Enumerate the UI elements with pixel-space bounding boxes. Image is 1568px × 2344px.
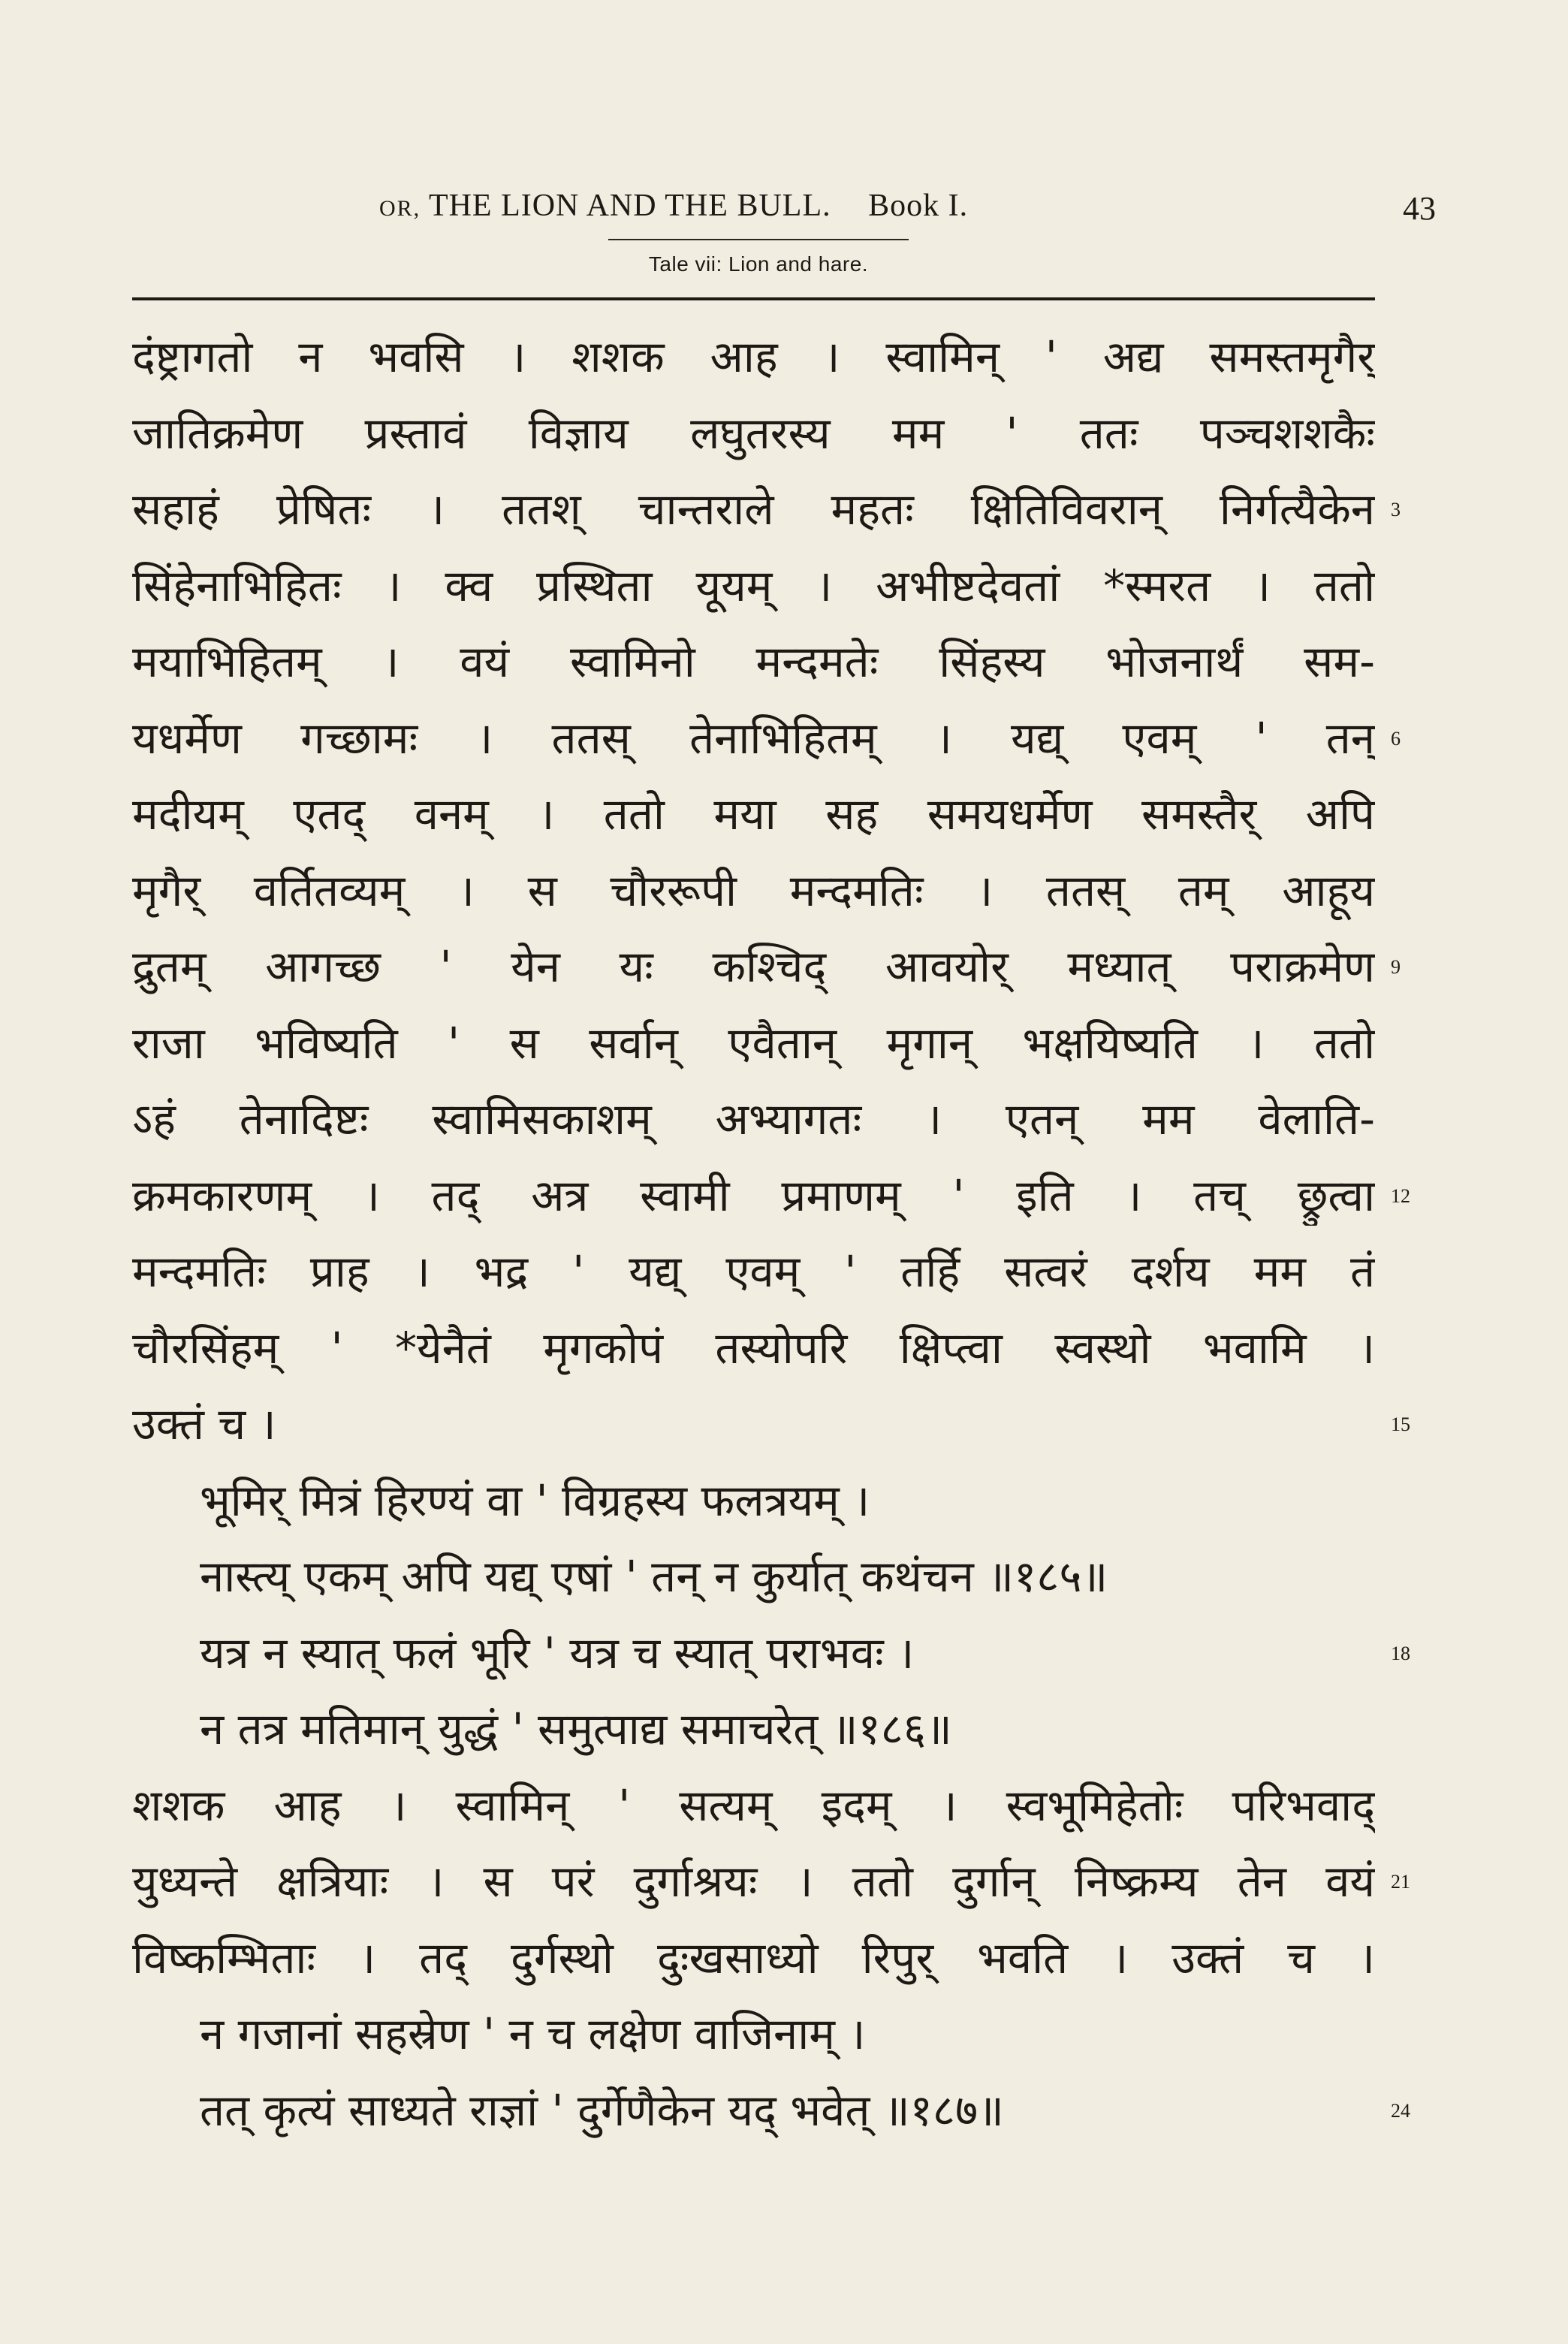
line-text: मृगैर् वर्तितव्यम् । स चौररूपी मन्दमतिः । ततस् तम् आहूय bbox=[132, 864, 1375, 916]
line-text: दंष्ट्रागतो न भवसि । शशक आह । स्वामिन् ' अद्य समस्तमृगैर् bbox=[132, 331, 1375, 382]
prose-line bbox=[0, 394, 1568, 471]
prose-line bbox=[0, 1766, 1568, 1843]
prose-line bbox=[0, 1385, 1568, 1462]
title-text: THE LION AND THE BULL. bbox=[428, 189, 831, 223]
prose-line bbox=[0, 318, 1568, 394]
line-text: मदीयम् एतद् वनम् । ततो मया सह समयधर्मेण समस्तैर् अपि bbox=[132, 789, 1375, 840]
book-label: Book I. bbox=[868, 189, 969, 223]
line-text: क्रमकारणम् । तद् अत्र स्वामी प्रमाणम् ' इति । तच् छ्रुत्वा bbox=[132, 1169, 1375, 1221]
line-text: यत्र न स्यात् फलं भूरि ' यत्र च स्यात् पराभवः । bbox=[200, 1627, 915, 1679]
prose-line bbox=[0, 699, 1568, 776]
prose-line bbox=[0, 1080, 1568, 1157]
verse-line bbox=[0, 1462, 1568, 1538]
line-text: सिंहेनाभिहितः । क्व प्रस्थिता यूयम् । अभीष्टदेवतां *स्मरत । ततो bbox=[132, 560, 1375, 611]
line-text: यधर्मेण गच्छामः । ततस् तेनाभिहितम् । यद्य् एवम् ' तन् bbox=[132, 712, 1375, 764]
prose-line bbox=[0, 928, 1568, 1004]
prose-line bbox=[0, 852, 1568, 928]
line-text: उक्तं च । bbox=[132, 1398, 276, 1450]
sanskrit-text-body bbox=[0, 318, 1568, 2147]
line-text: जातिक्रमेण प्रस्तावं विज्ञाय लघुतरस्य मम ' ततः पञ्चशशकैः bbox=[132, 407, 1375, 459]
header-rule bbox=[132, 297, 1375, 300]
line-text: मयाभिहितम् । वयं स्वामिनो मन्दमतेः सिंहस्य भोजनार्थं सम- bbox=[132, 636, 1375, 687]
page-number: 43 bbox=[1403, 190, 1436, 227]
title-prefix: OR, bbox=[379, 196, 421, 221]
line-text: राजा भविष्यति ' स सर्वान् एवैतान् मृगान् भक्षयिष्यति । ततो bbox=[132, 1017, 1375, 1069]
prose-line bbox=[0, 623, 1568, 699]
line-number: 3 bbox=[1391, 499, 1401, 520]
line-number: 21 bbox=[1391, 1871, 1410, 1893]
subtitle-rule bbox=[608, 239, 909, 240]
running-header bbox=[0, 188, 1568, 233]
prose-line bbox=[0, 1309, 1568, 1386]
prose-line bbox=[0, 470, 1568, 547]
prose-line bbox=[0, 1004, 1568, 1081]
running-title bbox=[379, 188, 968, 224]
line-text: शशक आह । स्वामिन् ' सत्यम् इदम् । स्वभूमिहेतोः परिभवाद् bbox=[132, 1779, 1375, 1831]
line-text: न तत्र मतिमान् युद्धं ' समुत्पाद्य समाचरेत् ॥१८६॥ bbox=[200, 1703, 952, 1754]
line-text: भूमिर् मित्रं हिरण्यं वा ' विग्रहस्य फलत्रयम् । bbox=[200, 1474, 870, 1526]
verse-line bbox=[0, 2071, 1568, 2148]
verse-line bbox=[0, 1537, 1568, 1614]
prose-line bbox=[0, 1157, 1568, 1233]
prose-line bbox=[0, 1842, 1568, 1919]
tale-subtitle: Tale vii: Lion and hare. bbox=[648, 252, 869, 276]
line-text: चौरसिंहम् ' *येनैतं मृगकोपं तस्योपरि क्षिप्त्वा स्वस्थो भवामि । bbox=[132, 1322, 1375, 1374]
line-text: द्रुतम् आगच्छ ' येन यः कश्चिद् आवयोर् मध्यात् पराक्रमेण bbox=[132, 941, 1375, 992]
line-text: तत् कृत्यं साध्यते राज्ञां ' दुर्गेणैकेन यद् भवेत् ॥१८७॥ bbox=[200, 2084, 1004, 2136]
line-text: मन्दमतिः प्राह । भद्र ' यद्य् एवम् ' तर्हि सत्वरं दर्शय मम तं bbox=[132, 1246, 1375, 1297]
line-text: सहाहं प्रेषितः । ततश् चान्तराले महतः क्षितिविवरान् निर्गत्यैकेन bbox=[132, 484, 1375, 535]
line-number: 9 bbox=[1391, 956, 1401, 978]
verse-line bbox=[0, 1690, 1568, 1766]
line-number: 12 bbox=[1391, 1184, 1410, 1207]
line-text: न गजानां सहस्रेण ' न च लक्षेण वाजिनाम् । bbox=[200, 2008, 866, 2059]
prose-line bbox=[0, 775, 1568, 852]
verse-line bbox=[0, 1614, 1568, 1691]
line-text: नास्त्य् एकम् अपि यद्य् एषां ' तन् न कुर्यात् कथंचन ॥१८५॥ bbox=[200, 1551, 1108, 1602]
line-text: ऽहं तेनादिष्टः स्वामिसकाशम् अभ्यागतः । एतन् मम वेलाति- bbox=[132, 1094, 1375, 1145]
prose-line bbox=[0, 1919, 1568, 1996]
line-number: 6 bbox=[1391, 727, 1401, 750]
prose-line bbox=[0, 547, 1568, 623]
prose-line bbox=[0, 1232, 1568, 1309]
line-number: 15 bbox=[1391, 1413, 1410, 1435]
line-text: युध्यन्ते क्षत्रियाः । स परं दुर्गाश्रयः । ततो दुर्गान् निष्क्रम्य तेन वयं bbox=[132, 1856, 1375, 1907]
verse-line bbox=[0, 1995, 1568, 2071]
line-number: 24 bbox=[1391, 2099, 1410, 2122]
line-text: विष्कम्भिताः । तद् दुर्गस्थो दुःखसाध्यो रिपुर् भवति । उक्तं च । bbox=[132, 1932, 1375, 1984]
line-number: 18 bbox=[1391, 1642, 1410, 1664]
